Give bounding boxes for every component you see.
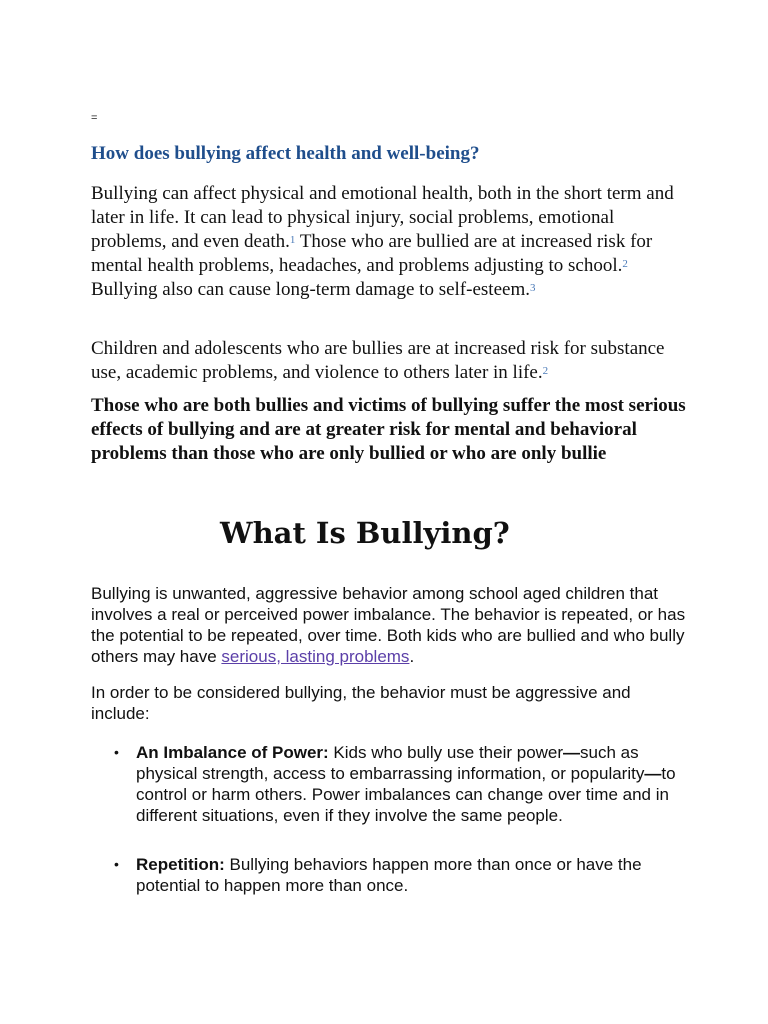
list-item-term: An Imbalance of Power:: [136, 743, 329, 762]
definition-paragraph: [91, 583, 691, 667]
list-item-text: Bullying behaviors happen more than once or have the potential to happen more than once.: [136, 855, 642, 895]
em-dash: —: [563, 743, 581, 762]
definition-period: .: [409, 647, 415, 666]
effects-text-b: Those who are bullied are at increased risk for mental health problems, headaches, and problems adjusting to school.: [91, 231, 653, 276]
effects-paragraph: [91, 182, 691, 302]
bullet-icon: •: [114, 856, 119, 872]
bullet-icon: •: [114, 744, 119, 760]
list-item-text: such as physical strength, access to embarrassing information, or popularity: [136, 743, 645, 783]
serious-problems-link[interactable]: serious, lasting problems: [221, 647, 410, 666]
footnote-ref[interactable]: 3: [529, 282, 536, 294]
criteria-intro-paragraph: In order to be considered bullying, the behavior must be aggressive and include:: [91, 683, 631, 723]
list-item-term: Repetition:: [136, 855, 225, 874]
bullies-risk-text: Children and adolescents who are bullies are at increased risk for substance use, academic problems, and violence to others later in life.: [91, 338, 665, 383]
effects-text-a: Bullying can affect physical and emotional health, both in the short term and later in life. It can lead to physical injury, social problems, emotional problems, and even death.: [91, 183, 674, 252]
definition-text: Bullying is unwanted, aggressive behavior among school aged children that involves a real or perceived power imbalance. The behavior is repeated, or has the potential to be repeated, over time. Both kids who are bullied and who bully others may have: [91, 584, 686, 666]
page-title: What Is Bullying?: [220, 516, 510, 550]
bullies-risk-paragraph: [91, 337, 691, 385]
list-item: [114, 742, 681, 826]
equals-marker: =: [91, 112, 98, 124]
section-heading: How does bullying affect health and well-being?: [91, 143, 480, 164]
list-item-text: to control or harm others. Power imbalances can change over time and in different situations, even if they involve the same people.: [136, 764, 676, 825]
list-item-text: Kids who bully use their power: [328, 743, 564, 762]
footnote-ref[interactable]: 2: [622, 258, 628, 270]
footnote-ref[interactable]: 1: [289, 234, 296, 246]
bully-victims-paragraph: Those who are both bullies and victims of bullying suffer the most serious effects of bullying and are at greater risk for mental and behavioral problems than those who are only bullied or who are only bullie: [91, 395, 686, 464]
list-item: [114, 854, 681, 896]
em-dash: —: [644, 764, 662, 783]
footnote-ref[interactable]: 2: [542, 365, 549, 377]
effects-text-c: Bullying also can cause long-term damage to self-esteem.: [91, 279, 530, 300]
